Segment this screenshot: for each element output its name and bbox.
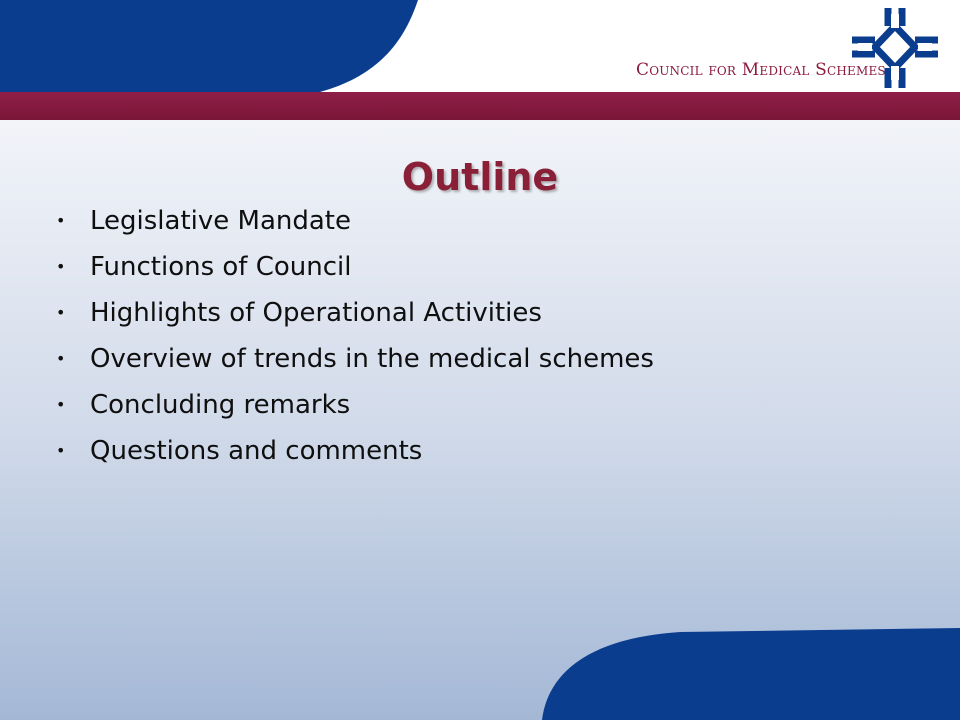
bullet-text: Concluding remarks [90, 390, 351, 420]
bullet-item [56, 198, 916, 244]
bullet-dot-icon: • [56, 349, 66, 368]
outline-bullet-list [56, 198, 916, 474]
bullet-item [56, 244, 916, 290]
bullet-dot-icon: • [56, 441, 66, 460]
maroon-divider-band [0, 92, 960, 120]
slide-header [0, 0, 960, 92]
bullet-dot-icon: • [56, 395, 66, 414]
bullet-dot-icon: • [56, 303, 66, 322]
slide-title: Outline [401, 155, 559, 200]
header-wave-shape [0, 0, 430, 92]
bullet-text: Highlights of Operational Activities [90, 298, 542, 328]
bullet-item [56, 336, 916, 382]
bullet-dot-icon: • [56, 211, 66, 230]
bullet-text: Questions and comments [90, 436, 423, 466]
bullet-dot-icon: • [56, 257, 66, 276]
bullet-item [56, 382, 916, 428]
bullet-item [56, 428, 916, 474]
bullet-text: Functions of Council [90, 252, 352, 282]
council-cross-logo-icon [848, 4, 942, 90]
brand-name: Council for Medical Schemes [636, 60, 886, 80]
footer-wave-shape [0, 620, 960, 720]
bullet-item [56, 290, 916, 336]
bullet-text: Legislative Mandate [90, 206, 351, 236]
bullet-text: Overview of trends in the medical schemes [90, 344, 654, 374]
